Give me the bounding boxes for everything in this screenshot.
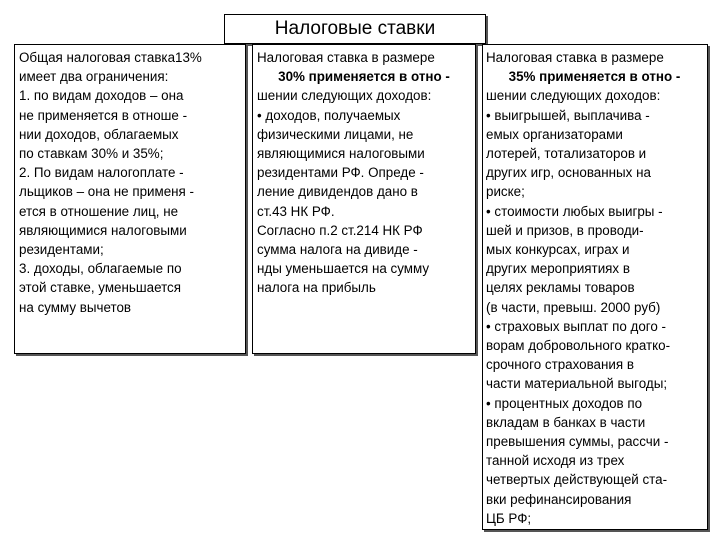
text-line: • выигрышей, выплачива - [486,107,650,123]
text-line: Налоговая ставка в размере [257,50,435,65]
text-line: ется в отношение лиц, не [19,203,179,219]
text-line: 2. По видам налогоплате - [19,165,184,181]
column-rate-30 [252,44,476,354]
text-line: вки рефинансирования [486,491,632,507]
text-line: льщиков – она не применя - [19,184,194,200]
text-line: • доходов, получаемых [257,107,401,123]
text-line: являющимися налоговыми [257,146,425,162]
text-line: Общая налоговая ставка13% [19,50,202,65]
text-line: четвертых действующей ста- [486,472,668,488]
text-line: срочного страхования в [486,357,634,373]
text-line: • страховых выплат по дого - [486,318,666,334]
text-line: нии доходов, облагаемых [19,126,179,142]
text-line: не применяется в отноше - [19,107,188,123]
text-line: 35% применяется в отно - [508,69,681,85]
text-line: Налоговая ставка в размере [486,50,664,65]
text-line: шей и призов, в проводи- [486,222,644,238]
text-line: ление дивидендов дано в [257,184,418,200]
text-line: резидентами; [19,242,104,258]
text-line: имеет два ограничения: [19,69,169,85]
text-line: мых конкурсах, играх и [486,242,630,258]
text-line: ст.43 НК РФ. [257,203,335,219]
text-line: танной исходя из трех [486,453,625,469]
text-line: • процентных доходов по [486,395,643,411]
text-line: • стоимости любых выигры - [486,203,663,219]
text-line: (в части, превыш. 2000 руб) [486,299,661,315]
text-line: 1. по видам доходов – она [19,88,184,104]
text-line: по ставкам 30% и 35%; [19,146,164,162]
text-line: вкладам в банках в части [486,414,646,430]
text-line: резидентами РФ. Опреде - [257,165,424,181]
text-line: на сумму вычетов [19,299,132,315]
text-line: шении следующих доходов: [486,88,661,104]
text-line: физическими лицами, не [257,126,414,142]
text-line: шении следующих доходов: [257,88,432,104]
text-line: этой ставке, уменьшается [19,280,181,296]
text-line: ЦБ РФ; [486,510,532,526]
text-line: емых организаторами [486,126,623,142]
text-line: ворам добровольного кратко- [486,338,671,354]
text-line: целях рекламы товаров [486,280,635,296]
text-line: налога на прибыль [257,280,376,296]
text-line: являющимися налоговыми [19,222,187,238]
text-line: 3. доходы, облагаемые по [19,261,182,277]
text-line: Согласно п.2 ст.214 НК РФ [257,222,423,238]
text-line: риске; [486,184,525,200]
text-line: других мероприятиях в [486,261,630,277]
text-line: превышения суммы, рассчи - [486,434,669,450]
column-rate-13 [14,44,246,354]
text-line: других игр, основанных на [486,165,651,181]
text-line: сумма налога на дивиде - [257,242,418,258]
text-line: лотерей, тотализаторов и [486,146,647,162]
text-line: 30% применяется в отно - [278,69,450,85]
slide-title: Налоговые ставки [224,14,486,44]
text-line: нды уменьшается на сумму [257,261,430,277]
column-rate-35 [482,44,708,530]
text-line: части материальной выгоды; [486,376,668,392]
